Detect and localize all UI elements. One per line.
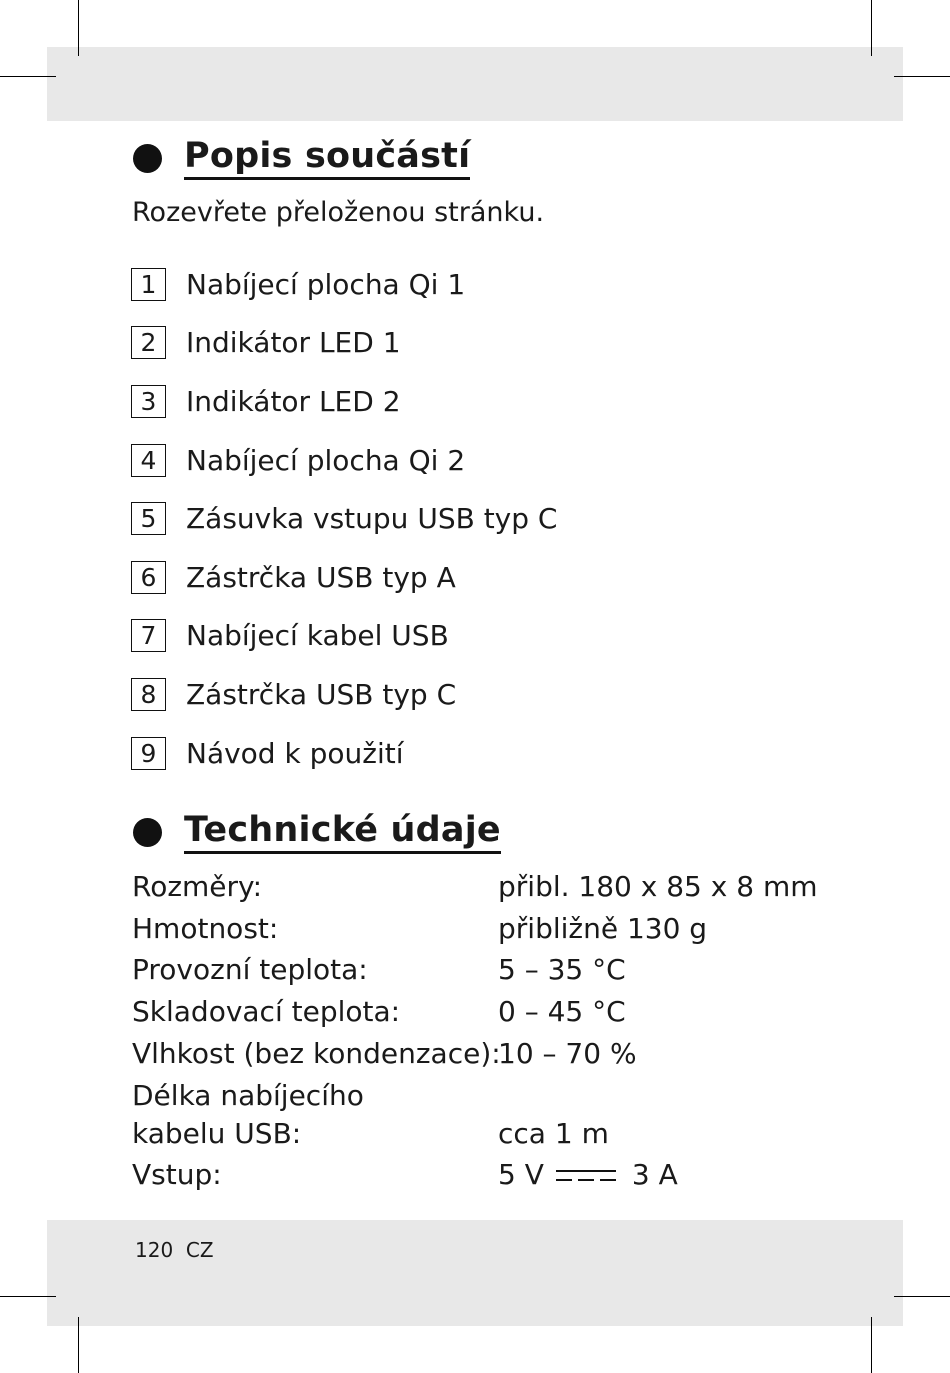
bullet-icon: [133, 144, 162, 173]
crop-mark: [894, 1296, 950, 1297]
part-number: 1: [131, 268, 166, 301]
spec-key: Vstup:: [132, 1158, 222, 1191]
dc-current-icon: [556, 1167, 616, 1185]
spec-key: Hmotnost:: [132, 912, 279, 945]
specs-heading: [133, 810, 501, 854]
spec-value: 10 – 70 %: [498, 1037, 637, 1070]
crop-mark: [0, 76, 56, 77]
list-item: [131, 548, 557, 607]
parts-title: Popis součástí: [184, 136, 470, 180]
spec-key: Skladovací teplota:: [132, 995, 401, 1028]
part-label: Nabíjecí kabel USB: [186, 619, 449, 653]
bullet-icon: [133, 818, 162, 847]
list-item: [131, 255, 557, 314]
part-number: 9: [131, 737, 166, 770]
crop-mark: [894, 76, 950, 77]
part-number: 7: [131, 619, 166, 652]
part-label: Indikátor LED 1: [186, 326, 401, 360]
spec-value: 5 – 35 °C: [498, 953, 626, 986]
spec-value: [498, 1158, 678, 1191]
spec-key: Rozměry:: [132, 870, 263, 903]
parts-intro: Rozevřete přeloženou stránku.: [132, 197, 545, 228]
input-current: 3 A: [631, 1158, 678, 1191]
part-label: Zásuvka vstupu USB typ C: [186, 502, 558, 536]
crop-mark: [78, 1317, 79, 1373]
specs-title: Technické údaje: [184, 810, 501, 854]
part-label: Nabíjecí plocha Qi 2: [186, 443, 466, 477]
part-label: Zástrčka USB typ C: [186, 677, 457, 711]
page-footer: [135, 1238, 214, 1262]
input-voltage: 5 V: [498, 1158, 544, 1191]
part-number: 2: [131, 326, 166, 359]
part-label: Nabíjecí plocha Qi 1: [186, 267, 466, 301]
list-item: [131, 724, 557, 783]
list-item: [131, 489, 557, 548]
part-label: Indikátor LED 2: [186, 384, 401, 418]
list-item: [131, 314, 557, 373]
crop-mark: [0, 1296, 56, 1297]
spec-key: Provozní teplota:: [132, 953, 368, 986]
spec-key: Vlhkost (bez kondenzace):: [132, 1037, 501, 1070]
part-number: 5: [131, 502, 166, 535]
spec-value: přibl. 180 x 85 x 8 mm: [498, 870, 818, 903]
part-number: 4: [131, 444, 166, 477]
spec-key: Délka nabíjecího: [132, 1079, 364, 1112]
part-label: Návod k použití: [186, 736, 404, 770]
list-item: [131, 607, 557, 666]
spec-value: cca 1 m: [498, 1117, 609, 1150]
language-code: CZ: [185, 1238, 214, 1262]
part-number: 8: [131, 678, 166, 711]
crop-mark: [871, 1317, 872, 1373]
footer-band: [47, 1220, 903, 1326]
spec-value: 0 – 45 °C: [498, 995, 626, 1028]
part-number: 6: [131, 561, 166, 594]
crop-mark: [871, 0, 872, 56]
part-label: Zástrčka USB typ A: [186, 560, 456, 594]
list-item: [131, 431, 557, 490]
page-number: 120: [135, 1238, 174, 1262]
spec-value: přibližně 130 g: [498, 912, 708, 945]
part-number: 3: [131, 385, 166, 418]
spec-key: kabelu USB:: [132, 1117, 302, 1150]
parts-heading: [133, 136, 470, 180]
list-item: [131, 372, 557, 431]
header-band: [47, 47, 903, 121]
list-item: [131, 665, 557, 724]
crop-mark: [78, 0, 79, 56]
parts-list: [131, 255, 557, 782]
